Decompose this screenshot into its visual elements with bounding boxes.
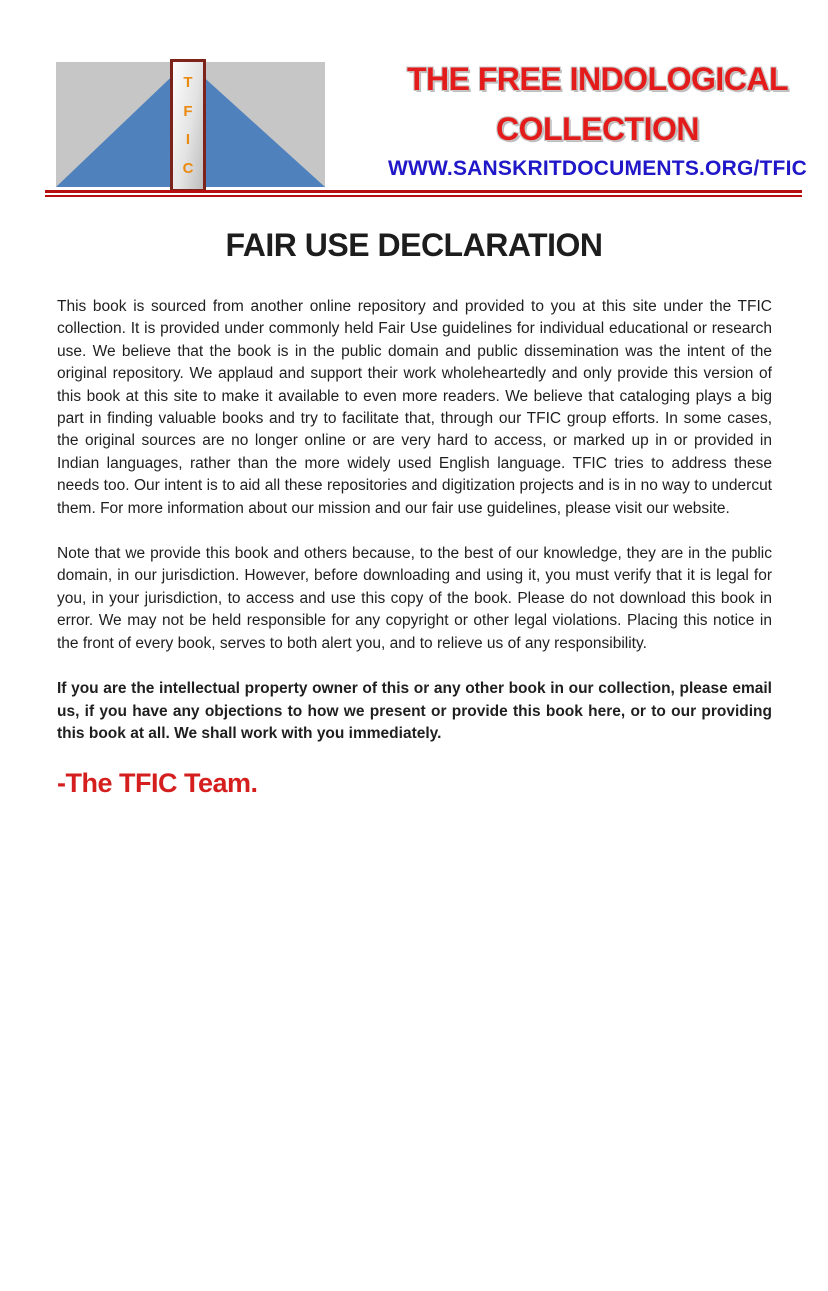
page-title: FAIR USE DECLARATION — [225, 227, 603, 263]
header-block — [375, 54, 820, 181]
divider-thin-line — [45, 195, 802, 197]
logo-letter-f: F — [183, 102, 193, 120]
paragraph-fair-use: This book is sourced from another online repository and provided to you at this site under the TFIC collection. It is provided under commonly held Fair Use guidelines for individual educational or research use. We believe that the book is in the public domain and public dissemination was the intent of the original repository. We applaud and support their work wholeheartedly and only provide this version of this book at this site to make it available to even more readers. We believe that cataloging plays a big part in finding valuable books and try to facilitate that, through our TFIC group efforts. In some cases, the original sources are no longer online or are very hard to access, or marked up in or provided in Indian languages, rather than the more widely used English language. TFIC tries to address these needs too. Our intent is to aid all these repositories and digitization projects and is in no way to undercut them. For more information about our mission and our fair use guidelines, please visit our website. — [57, 298, 772, 517]
header-url: WWW.SANSKRITDOCUMENTS.ORG/TFIC — [388, 157, 807, 180]
logo-letter-i: I — [185, 131, 191, 149]
logo-letter-t: T — [183, 74, 193, 92]
double-rule-divider — [45, 190, 802, 197]
paragraph-legal-note: Note that we provide this book and others because, to the best of our knowledge, they are in the public domain, in our jurisdiction. However, before downloading and using it, you must verify that it is legal for you, in your jurisdiction, to access and use this copy of the book. Please do not download this book in error. We may not be held responsible for any copyright or other legal violations. Placing this notice in the front of every book, serves to both alert you, and to relieve us of any responsibility. — [57, 545, 772, 652]
header-title-line1: THE FREE INDOLOGICAL — [406, 61, 789, 97]
signature-tfic-team: -The TFIC Team. — [57, 768, 258, 799]
logo-column-icon — [170, 59, 206, 192]
logo-letter-c: C — [182, 159, 194, 177]
paragraph-ip-owner: If you are the intellectual property owner of this or any other book in our collection, please email us, if you have any objections to how we present or provide this book here, or to our providing this book at all. We shall work with you immediately. — [57, 680, 772, 742]
body-content — [57, 296, 772, 799]
header-title-line2: COLLECTION — [496, 111, 699, 147]
tfic-logo — [56, 62, 325, 187]
